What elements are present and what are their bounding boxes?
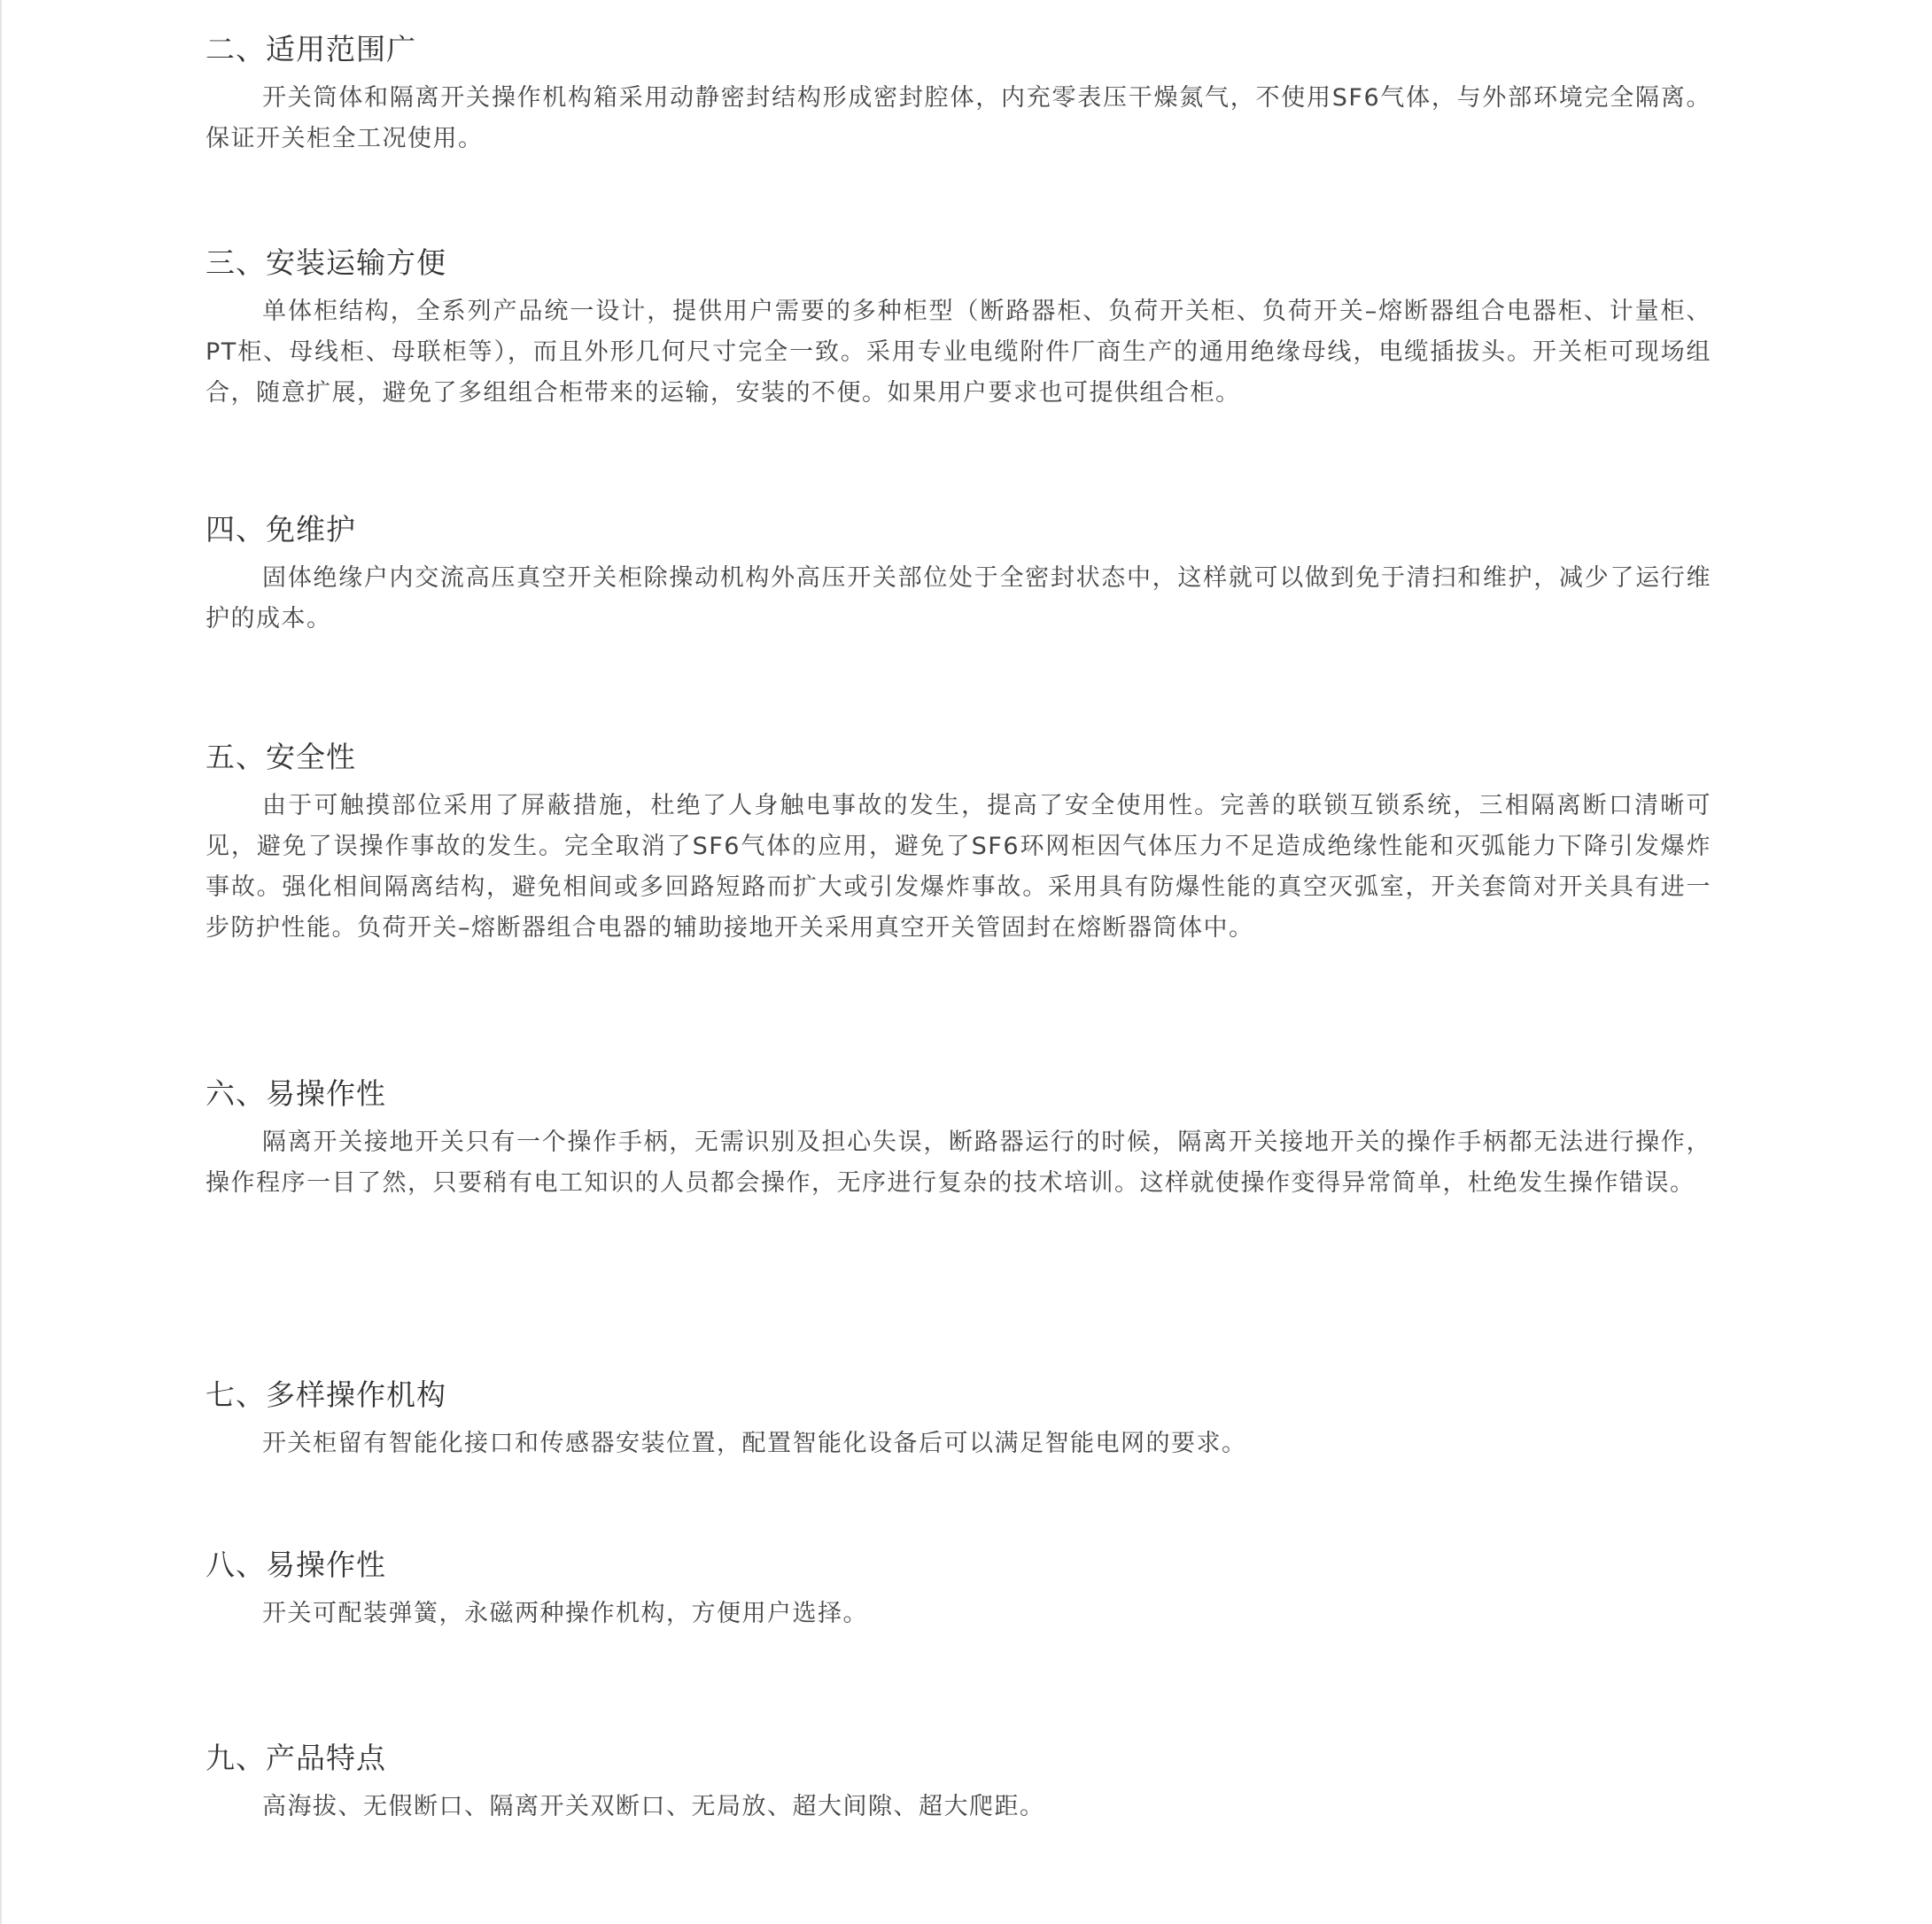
- section-title: 六、易操作性: [206, 1076, 386, 1111]
- section-paragraph: 高海拔、无假断口、隔离开关双断口、无局放、超大间隙、超大爬距。: [262, 1793, 1045, 1820]
- section-paragraph: 开关柜留有智能化接口和传感器安装位置，配置智能化设备后可以满足智能电网的要求。: [262, 1430, 1247, 1457]
- section-wide-application: [206, 30, 1711, 159]
- section-ease-of-operation-2: [206, 1546, 1711, 1634]
- section-operating-mechanisms: [206, 1376, 1711, 1464]
- section-title: 四、免维护: [206, 512, 356, 547]
- section-paragraph: 开关筒体和隔离开关操作机构箱采用动静密封结构形成密封腔体，内充零表压干燥氮气，不使用SF6气体，与外部环境完全隔离。保证开关柜全工况使用。: [206, 84, 1711, 152]
- page-left-border: [0, 0, 2, 1924]
- section-title: 三、安装运输方便: [206, 245, 446, 280]
- section-safety: [206, 738, 1711, 949]
- section-paragraph: 开关可配装弹簧，永磁两种操作机构，方便用户选择。: [262, 1600, 868, 1627]
- section-title: 二、适用范围广: [206, 32, 416, 66]
- section-ease-of-operation: [206, 1074, 1711, 1204]
- section-easy-installation: [206, 244, 1711, 414]
- section-paragraph: 由于可触摸部位采用了屏蔽措施，杜绝了人身触电事故的发生，提高了安全使用性。完善的联锁互锁系统，三相隔离断口清晰可见，避免了误操作事故的发生。完全取消了SF6气体的应用，避免了SF6环网柜因气体压力不足造成绝缘性能和灭弧能力下降引发爆炸事故。强化相间隔离结构，避免相间或多回路短路而扩大或引发爆炸事故。采用具有防爆性能的真空灭弧室，开关套筒对开关具有进一步防护性能。负荷开关–熔断器组合电器的辅助接地开关采用真空开关管固封在熔断器筒体中。: [206, 792, 1711, 942]
- section-paragraph: 隔离开关接地开关只有一个操作手柄，无需识别及担心失误，断路器运行的时候，隔离开关接地开关的操作手柄都无法进行操作，操作程序一目了然，只要稍有电工知识的人员都会操作，无序进行复杂的技术培训。这样就使操作变得异常简单，杜绝发生操作错误。: [206, 1129, 1711, 1197]
- section-paragraph: 单体柜结构，全系列产品统一设计，提供用户需要的多种柜型（断路器柜、负荷开关柜、负荷开关–熔断器组合电器柜、计量柜、PT柜、母线柜、母联柜等），而且外形几何尺寸完全一致。采用专业电缆附件厂商生产的通用绝缘母线，电缆插拔头。开关柜可现场组合，随意扩展，避免了多组组合柜带来的运输，安装的不便。如果用户要求也可提供组合柜。: [206, 298, 1711, 407]
- section-title: 八、易操作性: [206, 1548, 386, 1582]
- section-paragraph: 固体绝缘户内交流高压真空开关柜除操动机构外高压开关部位处于全密封状态中，这样就可以做到免于清扫和维护，减少了运行维护的成本。: [206, 564, 1711, 632]
- section-title: 五、安全性: [206, 740, 356, 774]
- section-product-features: [206, 1739, 1711, 1827]
- section-title: 九、产品特点: [206, 1741, 386, 1775]
- section-maintenance-free: [206, 510, 1711, 640]
- section-title: 七、多样操作机构: [206, 1377, 446, 1412]
